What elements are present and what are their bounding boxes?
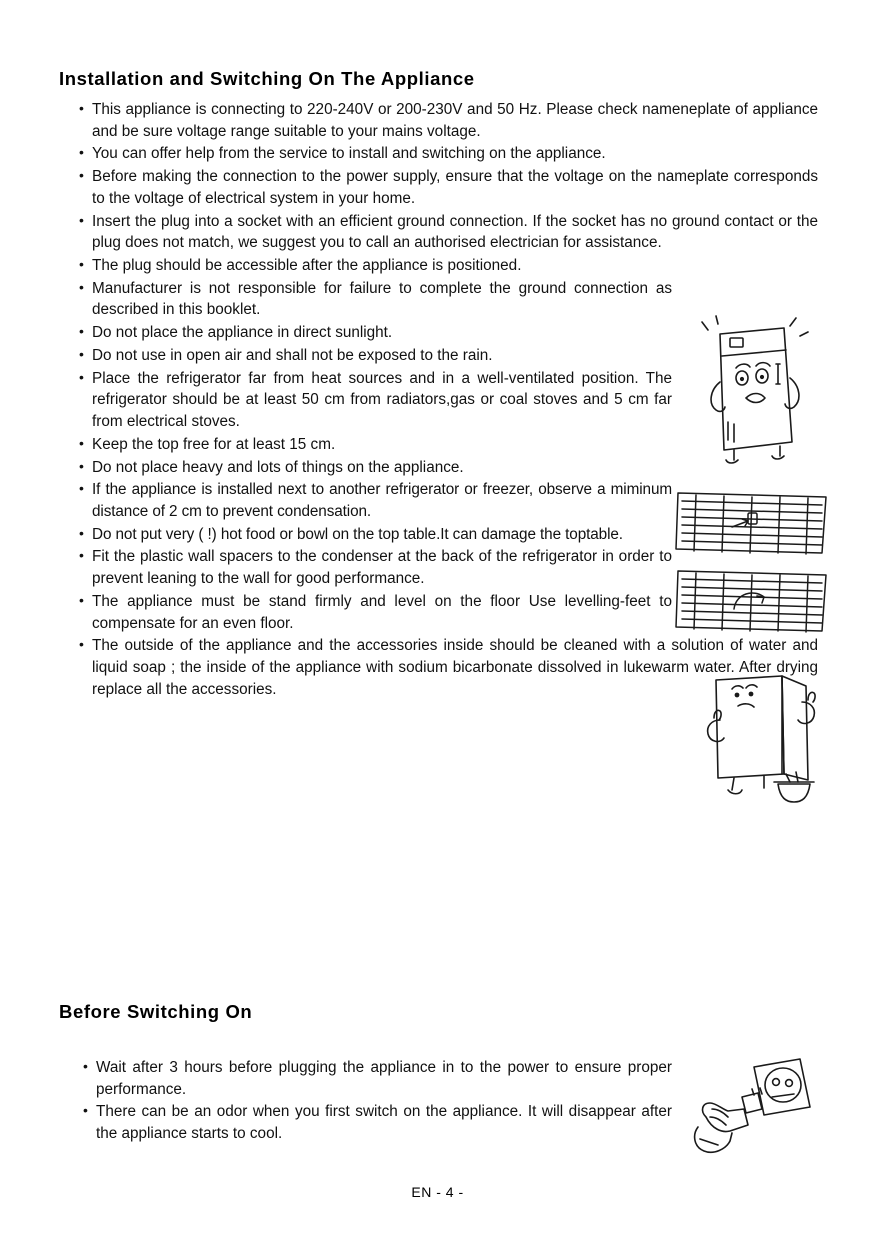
list-item: • Do not put very ( !) hot food or bowl on the top table.It can damage the toptable. [78, 524, 652, 546]
list-item: • Place the refrigerator far from heat sources and in a well-ventilated position. The refrigerator should be at least 50 cm from radiators,gas or coal stoves and 5 cm far from electrical stoves. [78, 368, 672, 433]
list-item: • You can offer help from the service to install and switching on the appliance. [78, 143, 818, 165]
character-opening-fridge-door-illustration [690, 662, 820, 807]
list-item: • The appliance must be stand firmly and level on the floor Use levelling-feet to compensate for an even floor. [78, 591, 672, 634]
list-item: • Do not use in open air and shall not be exposed to the rain. [78, 345, 672, 367]
condenser-coils-illustration [672, 487, 832, 637]
section-title-installation: Installation and Switching On The Appliance [59, 68, 475, 89]
list-item: • Do not place the appliance in direct sunlight. [78, 322, 672, 344]
list-item: • Do not place heavy and lots of things on the appliance. [78, 457, 672, 479]
list-item: • The plug should be accessible after the appliance is positioned. [78, 255, 818, 277]
list-item: • Insert the plug into a socket with an efficient ground connection. If the socket has no ground contact or the plug does not match, we suggest you to call an authorised electrician for assistance. [78, 211, 818, 254]
list-item: • Manufacturer is not responsible for failure to complete the ground connection as described in this booklet. [78, 278, 672, 321]
list-item: • This appliance is connecting to 220-240V or 200-230V and 50 Hz. Please check nameneplate of appliance and be sure voltage range suitable to your mains voltage. [78, 99, 818, 142]
hand-plug-socket-illustration [688, 1053, 818, 1163]
list-item: • There can be an odor when you first switch on the appliance. It will disappear after the appliance starts to cool. [82, 1101, 672, 1144]
list-item: • Before making the connection to the power supply, ensure that the voltage on the nameplate corresponds to the voltage of electrical system in your home. [78, 166, 818, 209]
before-switching-on-bullet-list [82, 1057, 672, 1146]
fridge-carrying-character-illustration [690, 312, 818, 472]
list-item: • Fit the plastic wall spacers to the condenser at the back of the refrigerator in order to prevent leaning to the wall for good performance. [78, 546, 672, 589]
list-item: • The outside of the appliance and the accessories inside should be cleaned with a solution of water and liquid soap ; the inside of the appliance with sodium bicarbonate dissolved in lukewarm water. After drying replace all the accessories. [78, 635, 818, 700]
list-item: • Wait after 3 hours before plugging the appliance in to the power to ensure proper performance. [82, 1057, 672, 1100]
page-footer: EN - 4 - [411, 1184, 464, 1200]
list-item: • If the appliance is installed next to another refrigerator or freezer, observe a miminum distance of 2 cm to prevent condensation. [78, 479, 672, 522]
list-item: • Keep the top free for at least 15 cm. [78, 434, 672, 456]
section-title-before-switching-on: Before Switching On [59, 1001, 253, 1022]
